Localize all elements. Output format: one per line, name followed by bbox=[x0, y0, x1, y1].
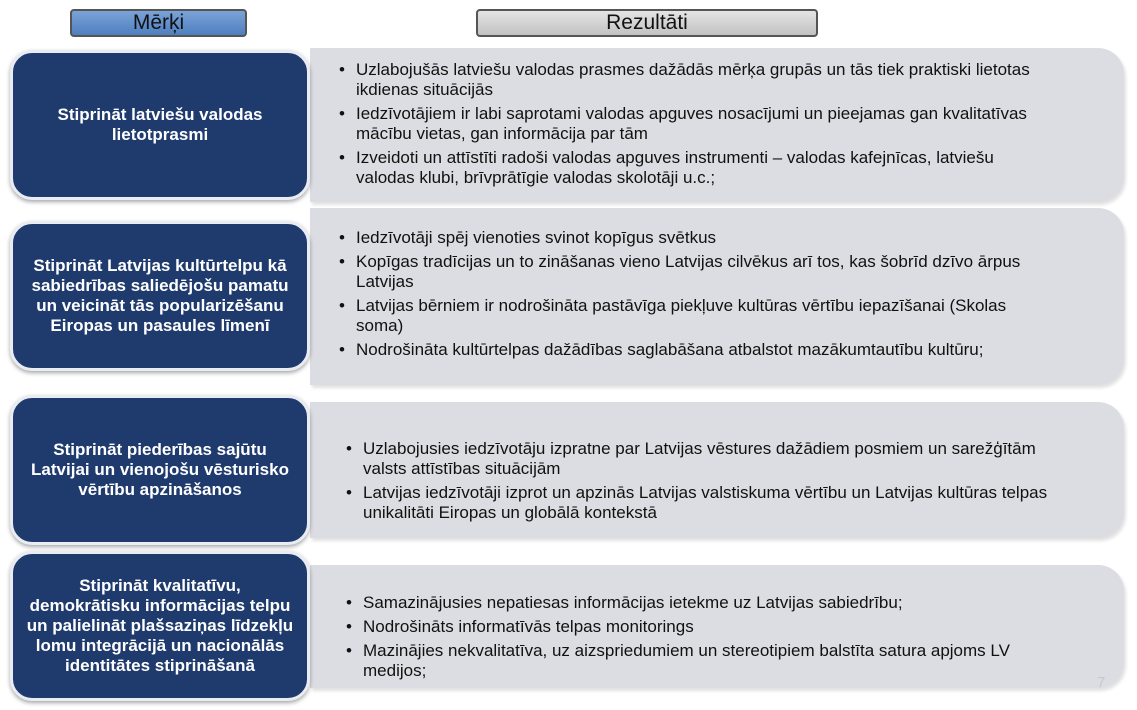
result-item: • Iedzīvotāji spēj vienoties svinot kopīgus svētkus bbox=[333, 228, 1053, 248]
goals-header: Mērķi bbox=[70, 9, 247, 37]
goal-box-1 bbox=[10, 50, 310, 200]
results-list-1 bbox=[333, 60, 1053, 192]
result-item: • Iedzīvotājiem ir labi saprotami valodas apguves nosacījumi un pieejamas gan kvalitatīvas mācību vietas, gan informācija par tām bbox=[333, 104, 1053, 144]
result-item: • Uzlabojusies iedzīvotāju izpratne par Latvijas vēstures dažādiem posmiem un sarežģītām valsts attīstības situācijām bbox=[340, 439, 1070, 479]
goal-label: Stiprināt latviešu valodas lietotprasmi bbox=[57, 105, 263, 144]
goal-box-4 bbox=[10, 551, 310, 701]
results-list-3 bbox=[340, 439, 1070, 527]
goal-label: Stiprināt Latvijas kultūrtelpu kā sabiedrības saliedējošu pamatu un veicināt tās popularizēšanu Eiropas un pasaules līmenī bbox=[31, 256, 289, 335]
result-item: • Samazinājusies nepatiesas informācijas ietekme uz Latvijas sabiedrību; bbox=[340, 593, 1060, 613]
goal-label: Stiprināt piederības sajūtu Latvijai un vienojošu vēsturisko vērtību apzināšanos bbox=[31, 440, 289, 499]
goal-box-3 bbox=[10, 395, 310, 545]
results-header: Rezultāti bbox=[476, 9, 818, 37]
goal-box-2 bbox=[10, 221, 310, 371]
result-item: • Nodrošināts informatīvās telpas monitorings bbox=[340, 617, 1060, 637]
results-list-4 bbox=[340, 593, 1060, 685]
page-number: 7 bbox=[1097, 674, 1106, 691]
goal-label: Stiprināt kvalitatīvu, demokrātisku informācijas telpu un palielināt plašsaziņas līdzekļu lomu integrācijā un nacionālās identitātes stiprināšanā bbox=[26, 576, 294, 675]
result-item: • Mazinājies nekvalitatīva, uz aizspriedumiem un stereotipiem balstīta satura apjoms LV medijos; bbox=[340, 641, 1060, 681]
result-item: • Latvijas bērniem ir nodrošināta pastāvīga piekļuve kultūras vērtību iepazīšanai (Skolas soma) bbox=[333, 296, 1053, 336]
result-item: • Kopīgas tradīcijas un to zināšanas vieno Latvijas cilvēkus arī tos, kas šobrīd dzīvo ārpus Latvijas bbox=[333, 252, 1053, 292]
result-item: • Nodrošināta kultūrtelpas dažādības saglabāšana atbalstot mazākumtautību kultūru; bbox=[333, 340, 1053, 360]
result-item: • Latvijas iedzīvotāji izprot un apzinās Latvijas valstiskuma vērtību un Latvijas kultūras telpas unikalitāti Eiropas un globālā kontekstā bbox=[340, 483, 1070, 523]
results-list-2 bbox=[333, 228, 1053, 364]
result-item: • Uzlabojušās latviešu valodas prasmes dažādās mērķa grupās un tās tiek praktiski lietotas ikdienas situācijās bbox=[333, 60, 1053, 100]
result-item: • Izveidoti un attīstīti radoši valodas apguves instrumenti – valodas kafejnīcas, latviešu valodas klubi, brīvprātīgie valodas skolotāji u.c.; bbox=[333, 148, 1053, 188]
